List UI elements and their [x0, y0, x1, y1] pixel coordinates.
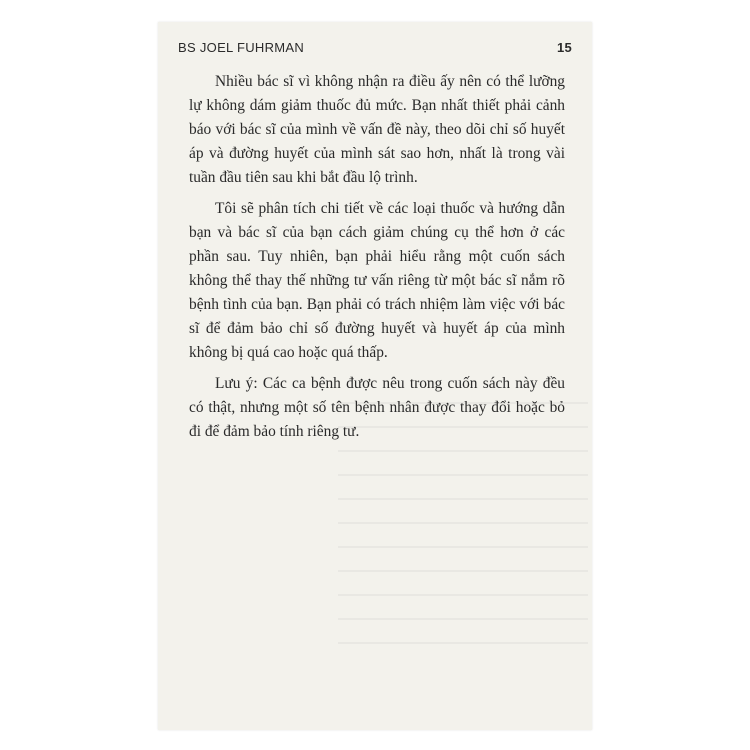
book-page	[158, 22, 592, 730]
paragraph: Tôi sẽ phân tích chi tiết về các loại thuốc và hướng dẫn bạn và bác sĩ của bạn cách giảm chúng cụ thể hơn ở các phần sau. Tuy nhiên, bạn phải hiểu rằng một cuốn sách không thể thay thế những tư vấn riêng từ một bác sĩ nắm rõ bệnh tình của bạn. Bạn phải có trách nhiệm làm việc với bác sĩ để đảm bảo chỉ số đường huyết và huyết áp của mình không bị quá cao hoặc quá thấp.	[189, 200, 565, 361]
paragraph: Lưu ý: Các ca bệnh được nêu trong cuốn sách này đều có thật, nhưng một số tên bệnh nhân được thay đổi hoặc bỏ đi để đảm bảo tính riêng tư.	[189, 375, 565, 440]
running-head: BS JOEL FUHRMAN	[178, 40, 305, 55]
paragraph: Nhiều bác sĩ vì không nhận ra điều ấy nên có thể lưỡng lự không dám giảm thuốc đủ mức. Bạn nhất thiết phải cảnh báo với bác sĩ của mình về vấn đề này, theo dõi chỉ số huyết áp và đường huyết của mình sát sao hơn, nhất là trong vài tuần đầu tiên sau khi bắt đầu lộ trình.	[189, 73, 565, 186]
page-number: 15	[556, 40, 572, 55]
body-text	[189, 70, 565, 451]
